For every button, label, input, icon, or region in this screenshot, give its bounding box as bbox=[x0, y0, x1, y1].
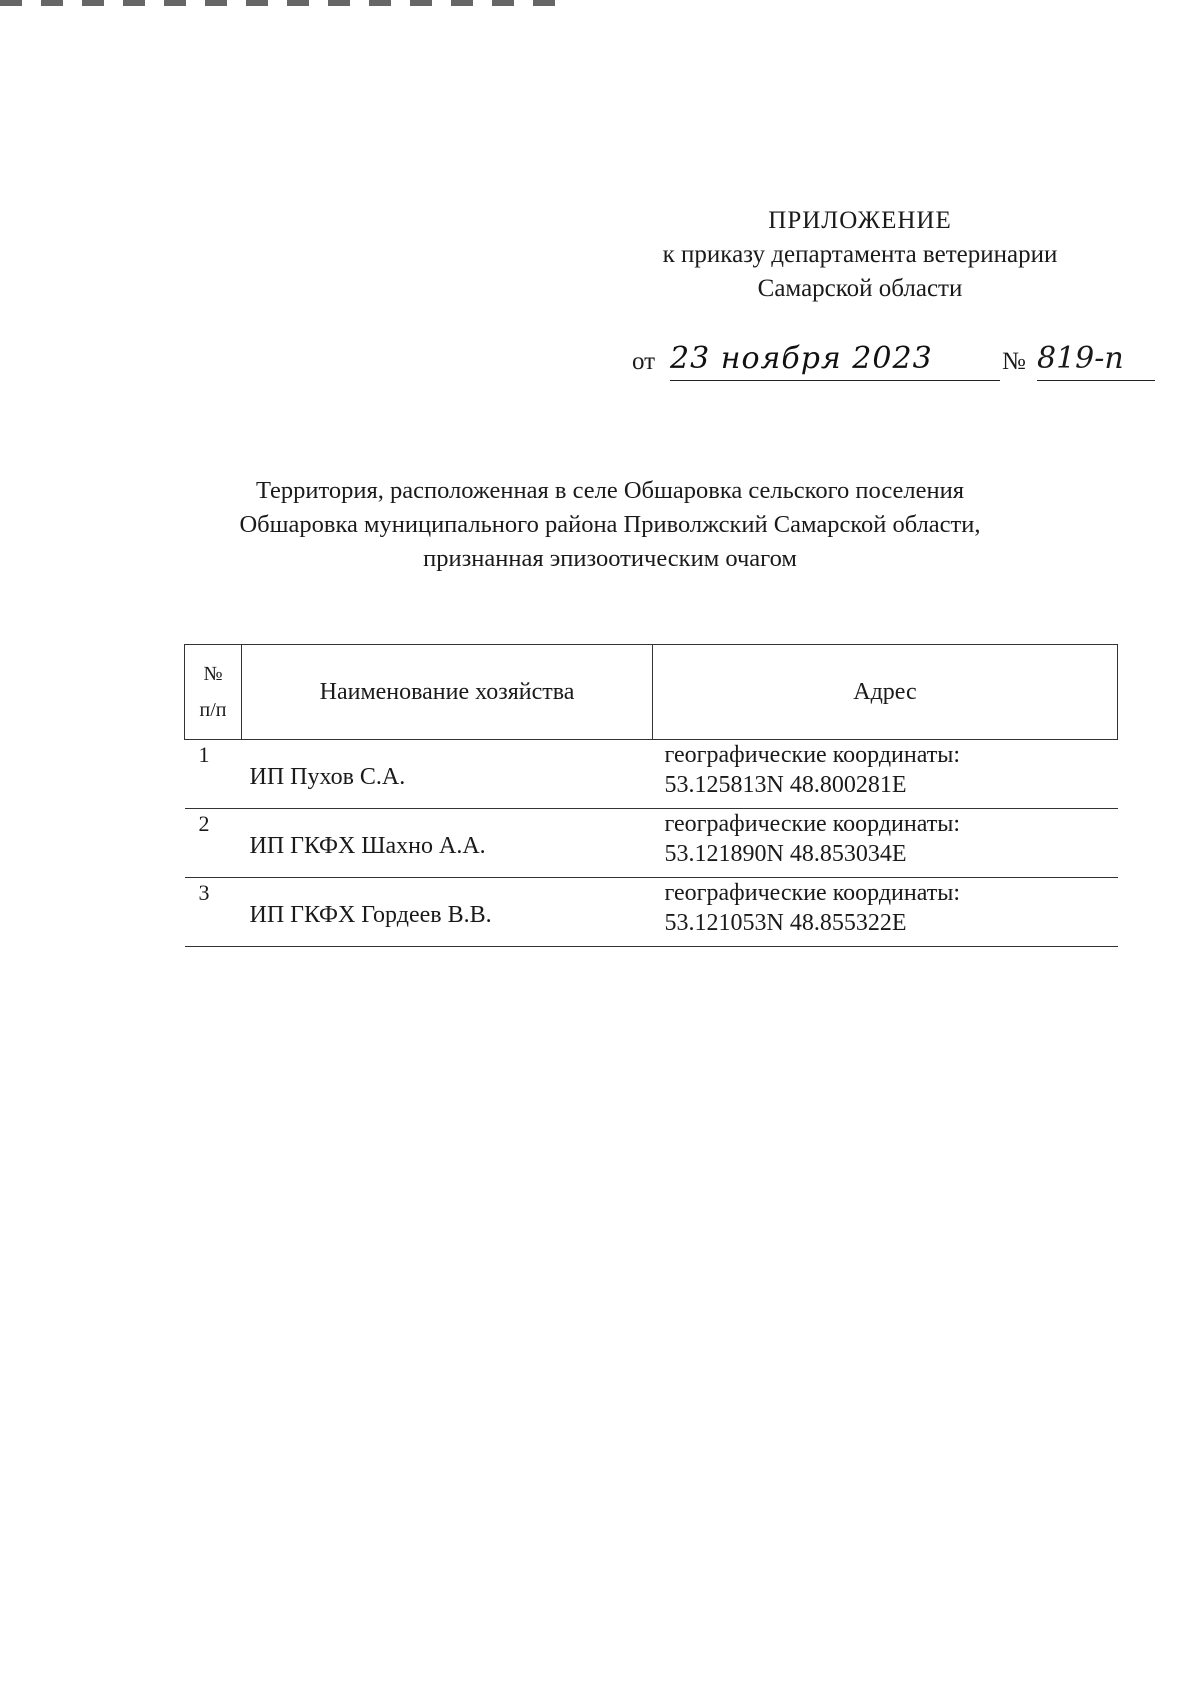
row-number: 1 bbox=[185, 740, 242, 809]
table-row bbox=[185, 740, 1118, 809]
order-reference bbox=[632, 338, 1152, 388]
appendix-header bbox=[600, 204, 1120, 306]
row-address-label: географические координаты: bbox=[664, 880, 961, 906]
row-address bbox=[653, 809, 1118, 878]
header-number-sign: № bbox=[203, 663, 223, 685]
row-address-label: географические координаты: bbox=[664, 811, 961, 837]
row-address bbox=[653, 740, 1118, 809]
row-number: 3 bbox=[185, 878, 242, 947]
header-address: Адрес bbox=[653, 645, 1118, 740]
header-number-pp: п/п bbox=[199, 699, 227, 721]
order-date-handwritten: 23 ноября 2023 bbox=[670, 338, 1000, 381]
header-number bbox=[185, 645, 242, 740]
appendix-title: ПРИЛОЖЕНИЕ bbox=[768, 207, 952, 234]
row-farm-name: ИП ГКФХ Шахно А.А. bbox=[242, 809, 653, 878]
row-coordinates: 53.121053N 48.855322E bbox=[664, 910, 907, 936]
table-row bbox=[185, 878, 1118, 947]
farms-table bbox=[184, 644, 1118, 947]
torn-edge-dashes bbox=[0, 0, 560, 6]
table-row bbox=[185, 809, 1118, 878]
territory-heading bbox=[150, 474, 1070, 576]
row-farm-name: ИП Пухов С.А. bbox=[242, 740, 653, 809]
row-coordinates: 53.125813N 48.800281E bbox=[664, 772, 907, 798]
header-farm-name: Наименование хозяйства bbox=[242, 645, 653, 740]
territory-line-1: Территория, расположенная в селе Обшаровка сельского поселения bbox=[255, 477, 965, 504]
row-address bbox=[653, 878, 1118, 947]
row-coordinates: 53.121890N 48.853034E bbox=[664, 841, 907, 867]
row-number: 2 bbox=[185, 809, 242, 878]
order-from-label: от bbox=[632, 348, 656, 375]
table-header-row bbox=[185, 645, 1118, 740]
order-number-handwritten: 819-п bbox=[1037, 338, 1155, 381]
row-farm-name: ИП ГКФХ Гордеев В.В. bbox=[242, 878, 653, 947]
territory-line-2: Обшаровка муниципального района Приволжский Самарской области, bbox=[239, 511, 981, 538]
territory-line-3: признанная эпизоотическим очагом bbox=[423, 545, 797, 572]
appendix-line-region: Самарской области bbox=[757, 275, 963, 302]
row-address-label: географические координаты: bbox=[664, 742, 961, 768]
order-number-sign: № bbox=[1002, 348, 1026, 375]
appendix-line-order: к приказу департамента ветеринарии bbox=[662, 241, 1058, 268]
